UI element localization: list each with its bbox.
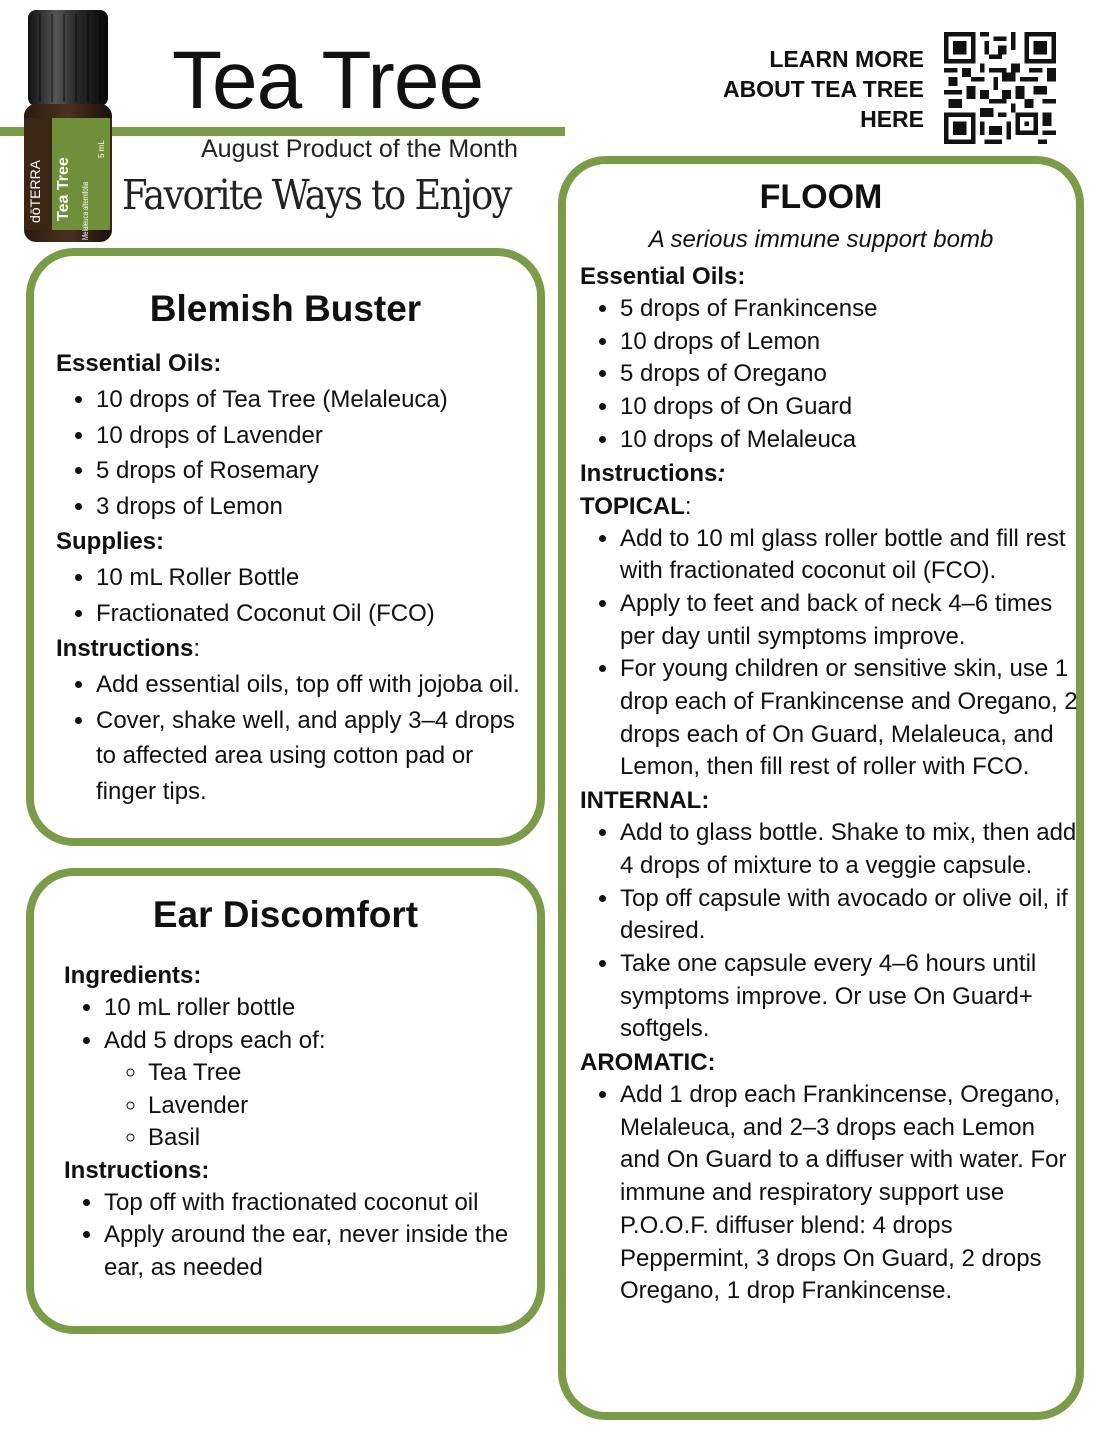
oils-list — [56, 382, 526, 524]
section-heading: Ingredients: — [64, 962, 202, 989]
internal-list — [580, 817, 1080, 1046]
list-item: • Add to 10 ml glass roller bottle and fill rest with fractionated coconut oil (FCO). — [620, 523, 1080, 588]
section-heading — [580, 490, 1080, 523]
page-title: Tea Tree — [172, 35, 484, 126]
list-item: ◦ Basil — [148, 1122, 534, 1155]
topical-heading: TOPICAL — [580, 492, 685, 520]
page-tagline: Favorite Ways to Enjoy — [122, 171, 511, 219]
list-item: • Apply to feet and back of neck 4–6 times per day until symptoms improve. — [620, 588, 1080, 653]
list-item: ◦ Tea Tree — [148, 1057, 534, 1090]
supplies-list — [56, 560, 526, 631]
list-item: • Fractionated Coconut Oil (FCO) — [96, 596, 526, 632]
instructions-heading: Instructions — [56, 635, 194, 662]
list-item: • Add 1 drop each Frankincense, Oregano, Melaleuca, and 2–3 drops each Lemon and On Guard to a diffuser with water. For immune and respiratory support use P.O.O.F. diffuser blend: 4 drops Peppermint, 3 drops On Guard, 2 drops Oregano, 1 drop Frankincense. — [620, 1079, 1080, 1308]
list-item: • 10 mL Roller Bottle — [96, 560, 526, 596]
list-item: • For young children or sensitive skin, use 1 drop each of Frankincense and Oregano, 2 drops each of On Guard, Melaleuca, and Lemon, then fill rest of roller with FCO. — [620, 653, 1080, 784]
blemish-buster-card — [26, 248, 545, 846]
list-item: • 3 drops of Lemon — [96, 489, 526, 525]
list-item: • 5 drops of Frankincense — [620, 293, 1080, 326]
card-subtitle: A serious immune support bomb — [648, 226, 994, 253]
bottle-size: 5 mL — [97, 140, 106, 158]
oils-list — [580, 293, 1080, 457]
floom-card — [558, 156, 1084, 1420]
list-item: • Top off capsule with avocado or olive oil, if desired. — [620, 883, 1080, 948]
bottle-brand: dōTERRA — [27, 159, 43, 223]
list-item: • 10 drops of Tea Tree (Melaleuca) — [96, 382, 526, 418]
section-heading: Supplies: — [56, 528, 165, 555]
bottle-latin: Melaleuca alternifolia — [81, 164, 90, 240]
list-item: • 10 drops of Lemon — [620, 326, 1080, 359]
instructions-heading: Instructions — [580, 459, 718, 487]
list-item: ◦ Lavender — [148, 1090, 534, 1123]
card-body — [580, 260, 1080, 1308]
list-item: • 5 drops of Rosemary — [96, 453, 526, 489]
learn-more-line: LEARN MORE — [769, 46, 924, 72]
section-heading: Essential Oils: — [56, 350, 222, 377]
card-body — [56, 346, 526, 809]
section-heading: Essential Oils: — [580, 263, 746, 290]
list-item: • Apply around the ear, never inside the ear, as needed — [104, 1219, 534, 1284]
heading-colon: : — [193, 635, 201, 662]
list-item: • Add essential oils, top off with jojoba oil. — [96, 667, 526, 703]
ear-discomfort-card — [26, 868, 545, 1334]
card-title: Blemish Buster — [149, 288, 422, 329]
section-heading: Instructions: — [64, 1156, 210, 1184]
list-item: • Cover, shake well, and apply 3–4 drops to affected area using cotton pad or finger tips. — [96, 703, 526, 810]
instructions-list — [56, 667, 526, 809]
list-item: • 10 drops of On Guard — [620, 391, 1080, 424]
section-heading — [580, 457, 1080, 490]
learn-more-line: HERE — [860, 106, 924, 132]
section-heading: AROMATIC: — [580, 1049, 716, 1077]
list-item: • Top off with fractionated coconut oil — [104, 1187, 534, 1220]
heading-colon: : — [684, 492, 692, 520]
list-item: • 10 drops of Lavender — [96, 418, 526, 454]
card-body — [64, 960, 534, 1284]
instructions-list — [64, 1187, 534, 1285]
list-item: • Take one capsule every 4–6 hours until symptoms improve. Or use On Guard+ softgels. — [620, 948, 1080, 1046]
section-heading — [56, 631, 526, 667]
essential-oil-bottle-icon — [22, 8, 114, 244]
list-item: • 5 drops of Oregano — [620, 358, 1080, 391]
learn-more-text — [723, 44, 924, 134]
list-item — [104, 1025, 534, 1155]
card-title: Ear Discomfort — [152, 894, 419, 935]
aromatic-list — [580, 1079, 1080, 1308]
sub-ingredients-list — [104, 1057, 534, 1155]
qr-code-icon[interactable] — [944, 32, 1056, 144]
topical-list — [580, 523, 1080, 785]
list-item: • 10 drops of Melaleuca — [620, 424, 1080, 457]
list-item: • 10 mL roller bottle — [104, 992, 534, 1025]
bottle-name: Tea Tree — [55, 157, 72, 221]
card-title: FLOOM — [759, 178, 883, 216]
page-subtitle: August Product of the Month — [201, 135, 518, 163]
list-item-text: Add 5 drops each of: — [104, 1026, 326, 1054]
learn-more-line: ABOUT TEA TREE — [722, 76, 924, 102]
ingredients-list — [64, 992, 534, 1155]
heading-colon: : — [717, 459, 726, 487]
section-heading: INTERNAL: — [580, 787, 710, 815]
list-item: • Add to glass bottle. Shake to mix, then add 4 drops of mixture to a veggie capsule. — [620, 817, 1080, 882]
